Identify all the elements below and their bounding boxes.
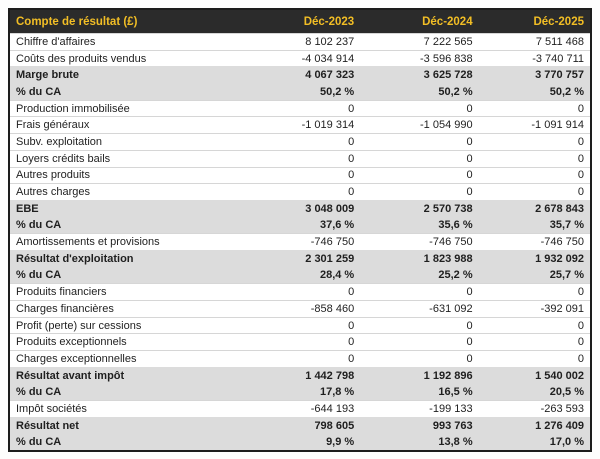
cell-value: 0 (242, 167, 360, 184)
cell-value: 50,2 % (360, 84, 478, 101)
subtotal-row (9, 67, 591, 84)
subtotal-row (9, 217, 591, 234)
table-row (9, 150, 591, 167)
table-row (9, 117, 591, 134)
cell-value: 1 192 896 (360, 367, 478, 384)
row-label: % du CA (9, 84, 242, 101)
cell-value: 0 (360, 184, 478, 201)
table-row (9, 34, 591, 51)
table-row (9, 284, 591, 301)
table-row (9, 134, 591, 151)
cell-value: 3 048 009 (242, 200, 360, 217)
cell-value: 7 511 468 (479, 34, 591, 51)
cell-value: 20,5 % (479, 384, 591, 401)
cell-value: 1 442 798 (242, 367, 360, 384)
table-title: Compte de résultat (£) (9, 9, 242, 34)
cell-value: -1 091 914 (479, 117, 591, 134)
cell-value: 25,2 % (360, 267, 478, 284)
subtotal-row (9, 434, 591, 451)
row-label: Autres charges (9, 184, 242, 201)
cell-value: -392 091 (479, 301, 591, 318)
subtotal-row (9, 250, 591, 267)
cell-value: 0 (360, 317, 478, 334)
cell-value: 0 (479, 134, 591, 151)
cell-value: 17,8 % (242, 384, 360, 401)
cell-value: 17,0 % (479, 434, 591, 451)
table-row (9, 184, 591, 201)
cell-value: 0 (479, 100, 591, 117)
cell-value: 25,7 % (479, 267, 591, 284)
cell-value: 1 276 409 (479, 417, 591, 434)
cell-value: 3 770 757 (479, 67, 591, 84)
cell-value: -199 133 (360, 401, 478, 418)
table-row (9, 334, 591, 351)
cell-value: -1 019 314 (242, 117, 360, 134)
income-statement-table (8, 8, 592, 452)
cell-value: -858 460 (242, 301, 360, 318)
row-label: Charges financières (9, 301, 242, 318)
cell-value: 0 (479, 284, 591, 301)
cell-value: 0 (479, 334, 591, 351)
row-label: % du CA (9, 267, 242, 284)
table-row (9, 234, 591, 251)
row-label: Chiffre d'affaires (9, 34, 242, 51)
cell-value: 798 605 (242, 417, 360, 434)
cell-value: 0 (242, 317, 360, 334)
row-label: Coûts des produits vendus (9, 50, 242, 67)
table-row (9, 167, 591, 184)
cell-value: 2 301 259 (242, 250, 360, 267)
row-label: Charges exceptionnelles (9, 351, 242, 368)
cell-value: 993 763 (360, 417, 478, 434)
cell-value: 1 823 988 (360, 250, 478, 267)
row-label: EBE (9, 200, 242, 217)
cell-value: 50,2 % (479, 84, 591, 101)
cell-value: 0 (360, 284, 478, 301)
table-header-row (9, 9, 591, 34)
subtotal-row (9, 200, 591, 217)
cell-value: 35,7 % (479, 217, 591, 234)
cell-value: 0 (242, 184, 360, 201)
cell-value: 9,9 % (242, 434, 360, 451)
cell-value: 0 (360, 351, 478, 368)
cell-value: 0 (479, 351, 591, 368)
cell-value: 28,4 % (242, 267, 360, 284)
cell-value: 0 (360, 334, 478, 351)
cell-value: 7 222 565 (360, 34, 478, 51)
cell-value: 0 (360, 150, 478, 167)
table-row (9, 401, 591, 418)
cell-value: 4 067 323 (242, 67, 360, 84)
cell-value: 0 (479, 317, 591, 334)
row-label: Profit (perte) sur cessions (9, 317, 242, 334)
cell-value: -263 593 (479, 401, 591, 418)
subtotal-row (9, 384, 591, 401)
cell-value: 0 (479, 167, 591, 184)
row-label: Amortissements et provisions (9, 234, 242, 251)
row-label: Impôt sociétés (9, 401, 242, 418)
table-body (9, 34, 591, 452)
row-label: Résultat net (9, 417, 242, 434)
row-label: % du CA (9, 434, 242, 451)
row-label: Autres produits (9, 167, 242, 184)
cell-value: -746 750 (360, 234, 478, 251)
cell-value: 0 (479, 150, 591, 167)
row-label: Marge brute (9, 67, 242, 84)
cell-value: 0 (360, 167, 478, 184)
cell-value: 0 (360, 100, 478, 117)
cell-value: 0 (242, 334, 360, 351)
table-row (9, 317, 591, 334)
table-row (9, 100, 591, 117)
cell-value: 0 (242, 150, 360, 167)
cell-value: 3 625 728 (360, 67, 478, 84)
column-header-dec-2024: Déc-2024 (360, 9, 478, 34)
subtotal-row (9, 417, 591, 434)
cell-value: 0 (242, 351, 360, 368)
subtotal-row (9, 84, 591, 101)
row-label: Loyers crédits bails (9, 150, 242, 167)
row-label: Résultat d'exploitation (9, 250, 242, 267)
row-label: % du CA (9, 217, 242, 234)
row-label: Subv. exploitation (9, 134, 242, 151)
cell-value: -3 596 838 (360, 50, 478, 67)
table-row (9, 50, 591, 67)
cell-value: -746 750 (479, 234, 591, 251)
cell-value: -4 034 914 (242, 50, 360, 67)
cell-value: 2 678 843 (479, 200, 591, 217)
table-row (9, 351, 591, 368)
cell-value: 0 (242, 284, 360, 301)
cell-value: 0 (242, 134, 360, 151)
row-label: Produits exceptionnels (9, 334, 242, 351)
column-header-dec-2023: Déc-2023 (242, 9, 360, 34)
cell-value: 8 102 237 (242, 34, 360, 51)
cell-value: 1 932 092 (479, 250, 591, 267)
column-header-dec-2025: Déc-2025 (479, 9, 591, 34)
row-label: Résultat avant impôt (9, 367, 242, 384)
row-label: Produits financiers (9, 284, 242, 301)
cell-value: 35,6 % (360, 217, 478, 234)
cell-value: 37,6 % (242, 217, 360, 234)
cell-value: -3 740 711 (479, 50, 591, 67)
cell-value: -644 193 (242, 401, 360, 418)
subtotal-row (9, 267, 591, 284)
subtotal-row (9, 367, 591, 384)
cell-value: 50,2 % (242, 84, 360, 101)
cell-value: 16,5 % (360, 384, 478, 401)
cell-value: 2 570 738 (360, 200, 478, 217)
cell-value: -746 750 (242, 234, 360, 251)
row-label: Production immobilisée (9, 100, 242, 117)
cell-value: 0 (479, 184, 591, 201)
cell-value: 0 (360, 134, 478, 151)
table-row (9, 301, 591, 318)
row-label: % du CA (9, 384, 242, 401)
cell-value: 13,8 % (360, 434, 478, 451)
cell-value: -1 054 990 (360, 117, 478, 134)
row-label: Frais généraux (9, 117, 242, 134)
cell-value: 1 540 002 (479, 367, 591, 384)
cell-value: -631 092 (360, 301, 478, 318)
cell-value: 0 (242, 100, 360, 117)
